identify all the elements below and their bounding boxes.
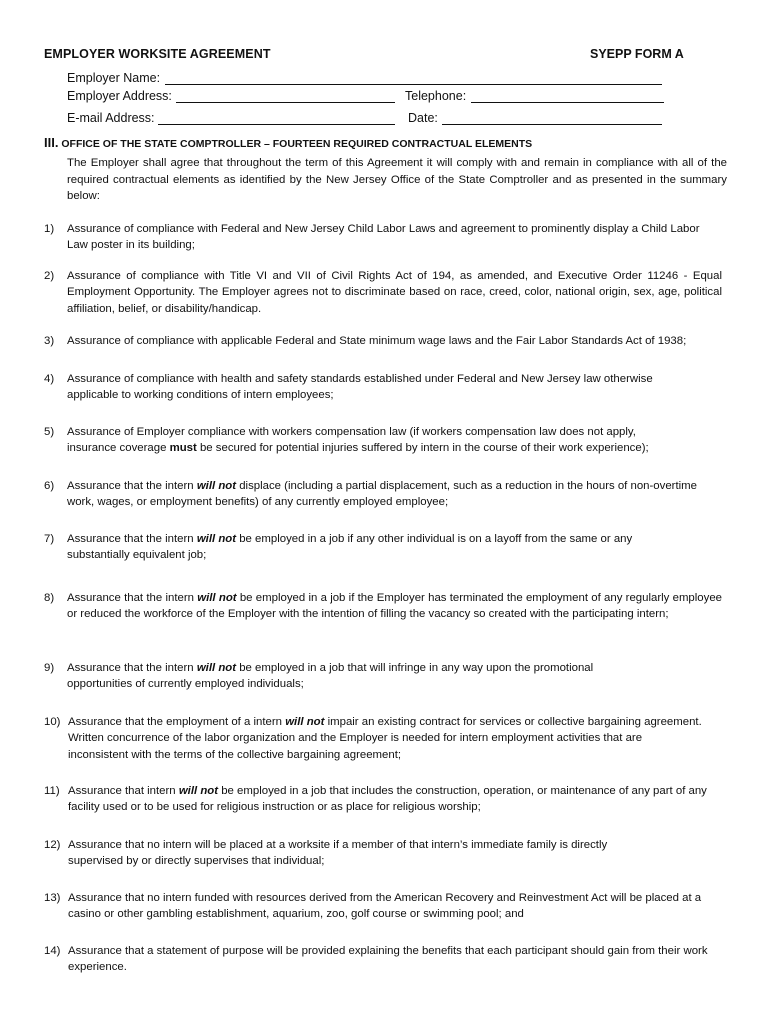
item-emphasis: will not — [285, 716, 325, 728]
intro-paragraph: The Employer shall agree that throughout the term of this Agreement it will comply with and remain in compliance with all of the required contractual elements as identified by the New Jersey Office of the State Comptroller and as presented in the summary below: — [67, 157, 727, 202]
telephone-label: Telephone: — [405, 89, 467, 103]
item-fragment: be employed in a job that will infringe in any way upon the promotional — [236, 662, 594, 674]
item-emphasis: will not — [196, 662, 237, 674]
item-text — [67, 478, 722, 511]
item-text — [68, 837, 723, 870]
email-field[interactable] — [158, 112, 395, 125]
employer-name-field[interactable] — [165, 72, 662, 85]
item-line: substantially equivalent job; — [67, 549, 207, 562]
item-emphasis: will not — [196, 480, 237, 492]
telephone-field[interactable] — [471, 90, 664, 103]
item-fragment: be secured for potential injuries suffered by intern in the course of their work experience); — [196, 442, 649, 455]
date-label: Date: — [408, 111, 438, 125]
item-line: opportunities of currently employed individuals; — [67, 678, 304, 691]
item-fragment: Assurance that intern — [68, 785, 179, 797]
email-label: E-mail Address: — [67, 111, 155, 125]
item-number: 8) — [44, 592, 55, 604]
item-line: Assurance of Employer compliance with workers compensation law (if workers compensation law does not apply, — [67, 426, 636, 438]
item-line: Assurance that no intern will be placed at a worksite if a member of that intern’s immediate family is directly — [68, 839, 608, 851]
item-text — [68, 714, 723, 763]
section-title: OFFICE OF THE STATE COMPTROLLER – FOURTEEN REQUIRED CONTRACTUAL ELEMENTS — [61, 138, 533, 150]
item-number: 11) — [44, 785, 60, 797]
item-number: 14) — [44, 945, 61, 957]
item-line — [68, 714, 723, 730]
item-text — [67, 531, 722, 564]
employer-name-label: Employer Name: — [67, 71, 161, 85]
item-line: Assurance of compliance with health and safety standards established under Federal and New Jersey law otherwise — [67, 373, 653, 385]
item-number: 10) — [44, 716, 61, 728]
item-emphasis: will not — [178, 785, 219, 797]
item-number: 3) — [44, 335, 55, 347]
item-number: 7) — [44, 533, 55, 545]
section-heading — [44, 135, 532, 150]
item-text — [68, 783, 723, 816]
item-text: Assurance of compliance with Title VI and VII of Civil Rights Act of 194, as amended, and Executive Order 11246 - Equal Employment Opportunity. The Employer agrees not to discriminate based on race, creed, color, national origin, sex, age, political affiliation, belief, or disability/handicap. — [67, 270, 722, 315]
item-text — [67, 590, 722, 623]
item-text: Assurance that no intern funded with resources derived from the American Recovery and Reinvestment Act will be placed at a casino or other gambling establishment, aquarium, zoo, golf course or swimming pool; and — [68, 892, 702, 921]
item-emphasis: will not — [196, 533, 237, 545]
document-title: EMPLOYER WORKSITE AGREEMENT — [44, 47, 271, 61]
item-fragment: be employed in a job if the Employer has terminated the employment of any regularly employee or reduced the workforce of the Employer with the intention of filling the vacancy so created with the participating intern; — [67, 592, 722, 621]
item-line: Written concurrence of the labor organization and the Employer is needed for intern employment activities that are — [68, 732, 643, 745]
item-fragment: be employed in a job if any other individual is on a layoff from the same or any — [236, 533, 633, 545]
item-number: 5) — [44, 426, 55, 438]
item-number: 6) — [44, 480, 55, 492]
item-fragment: Assurance that the intern — [67, 662, 197, 674]
item-line: inconsistent with the terms of the collective bargaining agreement; — [68, 748, 402, 761]
item-emphasis: will not — [197, 592, 237, 604]
item-line — [67, 531, 722, 547]
item-text: Assurance of compliance with applicable Federal and State minimum wage laws and the Fair Labor Standards Act of 1938; — [67, 335, 687, 347]
item-fragment: Assurance that the employment of a intern — [68, 716, 286, 728]
form-id: SYEPP FORM A — [590, 47, 684, 61]
item-fragment: displace (including a partial displacement, such as a reduction in the hours of non-overtime work, wages, or employment benefits) of any currently employed employee; — [67, 480, 697, 509]
item-number: 13) — [44, 892, 61, 904]
item-number: 4) — [44, 373, 55, 385]
item-line: applicable to working conditions of intern employees; — [67, 389, 334, 402]
employer-address-field[interactable] — [176, 90, 395, 103]
item-line — [67, 440, 722, 456]
item-number: 2) — [44, 270, 55, 282]
item-fragment: insurance coverage — [67, 442, 170, 455]
item-fragment: Assurance that the intern — [67, 533, 197, 545]
item-text: Assurance of compliance with Federal and New Jersey Child Labor Laws and agreement to prominently display a Child Labor Law poster in its building; — [67, 223, 700, 252]
item-fragment: Assurance that the intern — [67, 480, 197, 492]
item-fragment: be employed in a job that includes the construction, operation, or maintenance of any part of any facility used or to be used for religious instruction or as place for religious worship; — [68, 785, 707, 814]
item-text — [67, 424, 722, 457]
item-text — [67, 371, 722, 404]
section-number: III. — [44, 135, 59, 150]
item-emphasis: must — [169, 442, 197, 455]
item-number: 1) — [44, 223, 55, 235]
item-line — [67, 660, 722, 676]
item-number: 12) — [44, 839, 61, 851]
item-text — [67, 660, 722, 693]
date-field[interactable] — [442, 112, 662, 125]
employer-address-label: Employer Address: — [67, 89, 172, 103]
item-fragment: impair an existing contract for services or collective bargaining agreement. — [324, 716, 702, 728]
item-text: Assurance that a statement of purpose will be provided explaining the benefits that each participant should gain from their work experience. — [68, 945, 708, 974]
item-fragment: Assurance that the intern — [67, 592, 198, 604]
item-line: supervised by or directly supervises that individual; — [68, 855, 325, 868]
item-number: 9) — [44, 662, 55, 674]
